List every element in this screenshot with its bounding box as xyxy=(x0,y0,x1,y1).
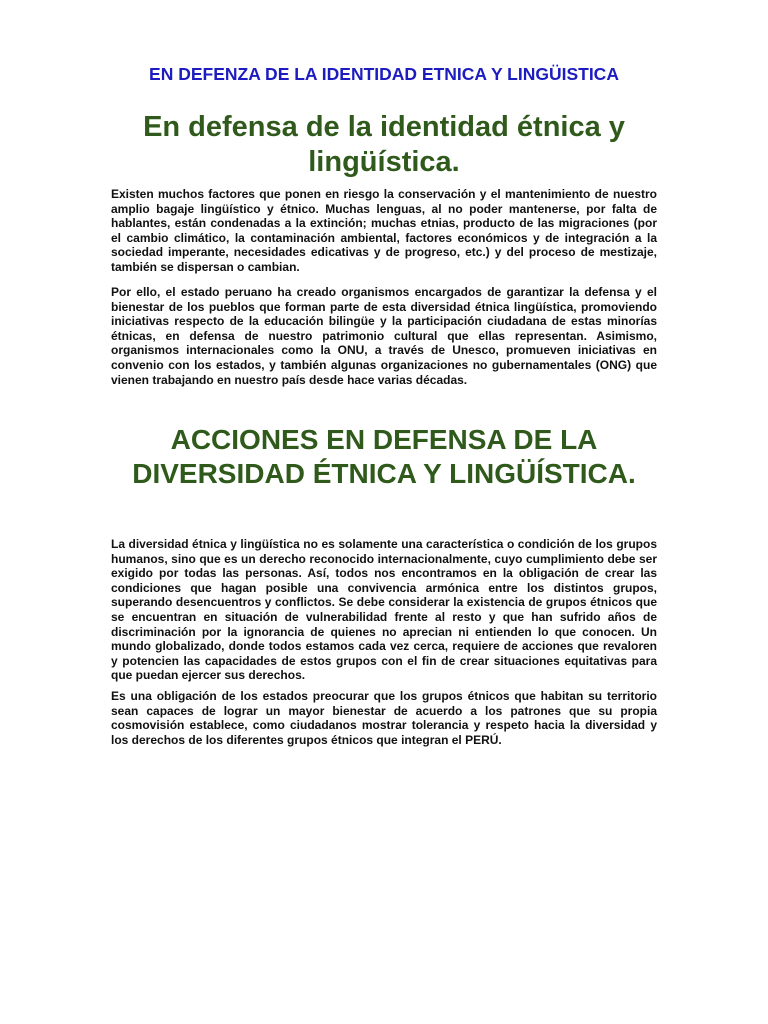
paragraph-state-organisms: Por ello, el estado peruano ha creado organismos encargados de garantizar la defensa y el bienestar de los pueblos que forman parte de esta diversidad étnica lingüística, promoviendo iniciativas respecto de la educación bilingüe y la participación ciudadana de estas minorías étnicas, en defensa de nuestro patrimonio cultural que ellas representan. Asimismo, organismos internacionales como la ONU, a través de Unesco, promueven iniciativas en convenio con los estados, y también algunas organizaciones no gubernamentales (ONG) que vienen trabajando en nuestro país desde hace varias décadas. xyxy=(111,285,657,387)
paragraph-diversity-right: La diversidad étnica y lingüística no es solamente una característica o condición de los grupos humanos, sino que es un derecho reconocido internacionalmente, cuyo cumplimiento debe ser exigido por todas las personas. Así, todos nos encontramos en la obligación de crear las condiciones que hagan posible una convivencia armónica entre los distintos grupos, superando desencuentros y conflictos. Se debe considerar la existencia de grupos étnicos que se encuentran en situación de vulnerabilidad frente al resto y que han sufrido años de discriminación por la ignorancia de quienes no aprecian ni entienden lo que conocen. Un mundo globalizado, donde todos estamos cada vez cerca, requiere de acciones que revaloren y potencien las capacidades de estos grupos con el fin de crear situaciones equitativas para que puedan ejercer sus derechos. xyxy=(111,537,657,683)
document-main-title: En defensa de la identidad étnica y lingüística. xyxy=(143,111,625,178)
paragraph-state-obligation: Es una obligación de los estados preocurar que los grupos étnicos que habitan su territorio sean capaces de lograr un mayor bienestar de acuerdo a los patrones que su propia cosmovisión establece, como ciudadanos mostrar tolerancia y respeto hacia la diversidad y los derechos de los diferentes grupos étnicos que integran el PERÚ. xyxy=(111,689,657,747)
paragraph-factors-risk: Existen muchos factores que ponen en riesgo la conservación y el mantenimiento de nuestro amplio bagaje lingüístico y étnico. Muchas lenguas, al no poder mantenerse, por falta de hablantes, están condenadas a la extinción; muchas etnias, producto de las migraciones (por el cambio climático, la contaminación ambiental, factores económicos y de integración a la sociedad imperante, necesidades edicativas y de progreso, etc.) y del proceso de mestizaje, también se dispersan o cambian. xyxy=(111,187,657,274)
document-top-title: EN DEFENZA DE LA IDENTIDAD ETNICA Y LINGÜISTICA xyxy=(149,64,619,84)
section-title-actions: ACCIONES EN DEFENSA DE LA DIVERSIDAD ÉTNICA Y LINGÜÍSTICA. xyxy=(132,424,636,489)
